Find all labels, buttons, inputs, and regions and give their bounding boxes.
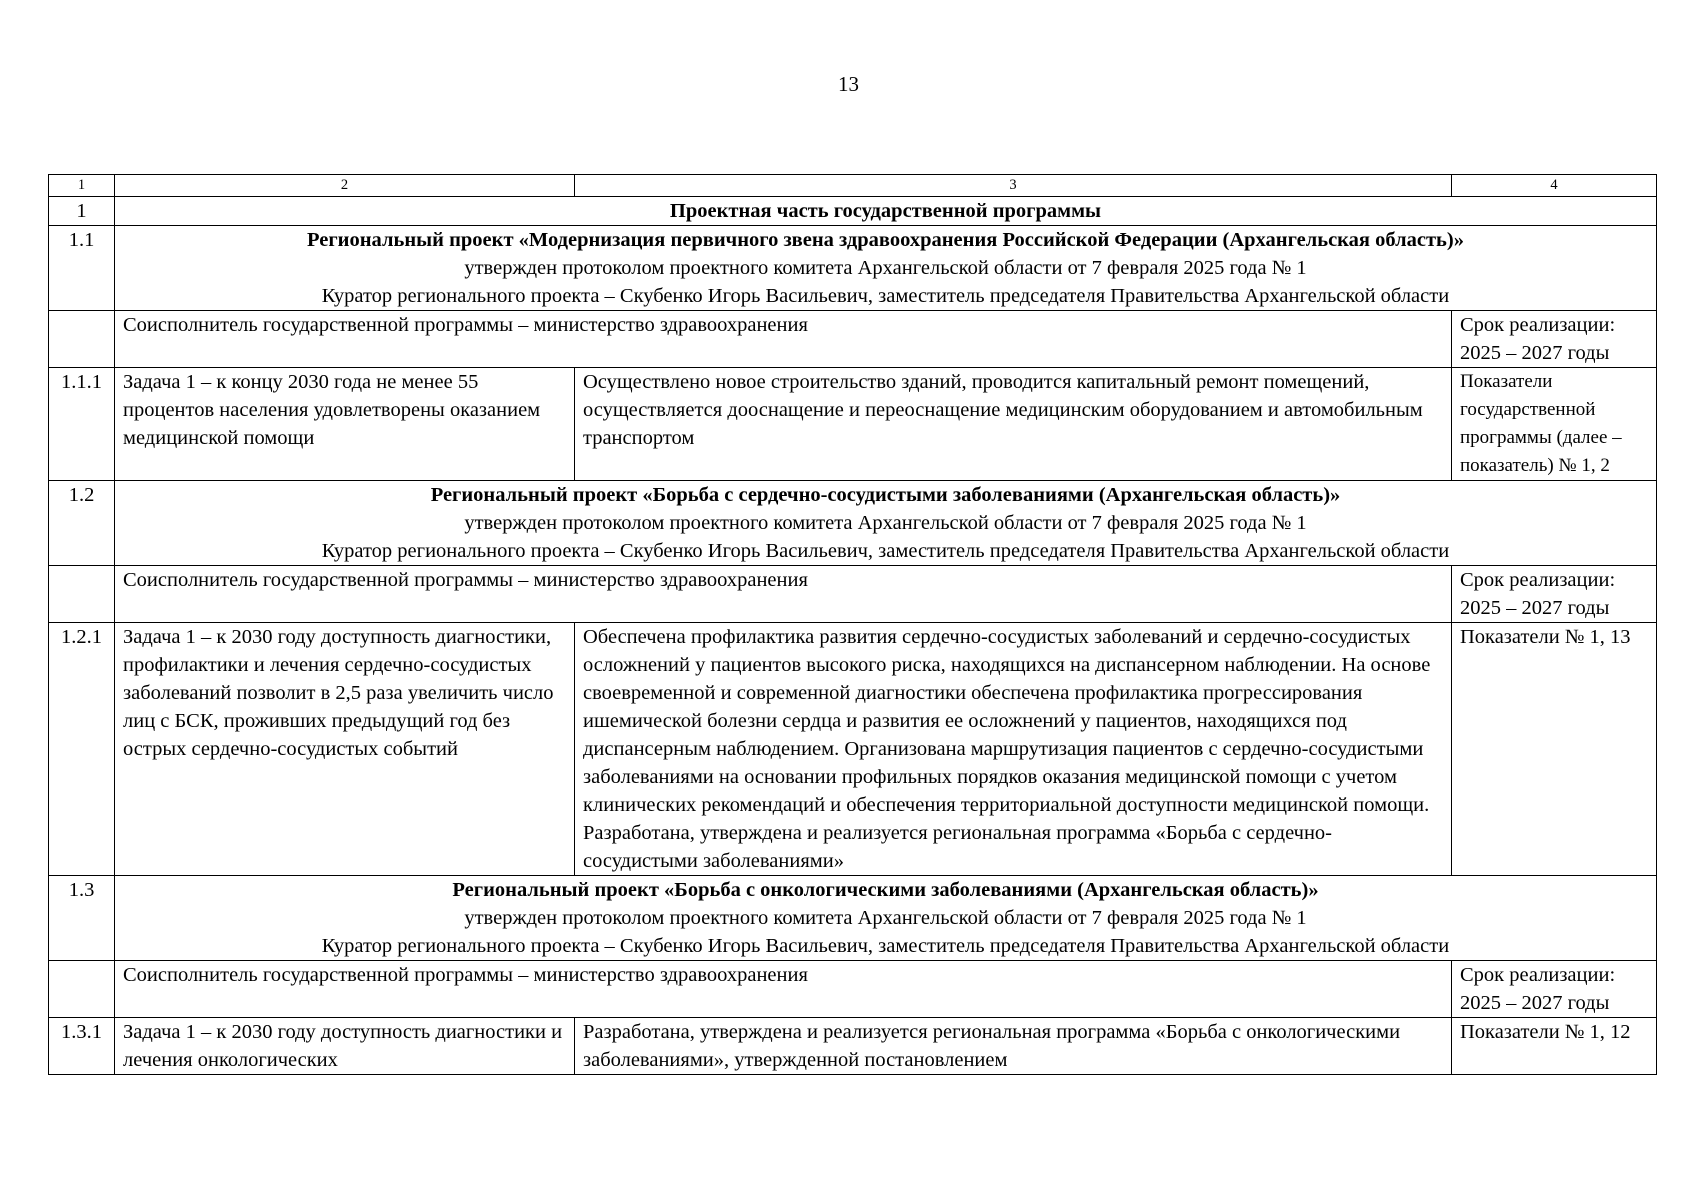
project-curator: Куратор регионального проекта – Скубенко Игорь Васильевич, заместитель председателя Правительства Архангельской области [321,285,1450,307]
project-title: Региональный проект «Модернизация первичного звена здравоохранения Российской Федерации (Архангельская область)» [307,229,1464,251]
task-row [49,1018,1657,1075]
empty-cell [49,961,115,1018]
page-number: 13 [838,72,859,96]
task-number: 1.1.1 [49,368,115,481]
term-label: Срок реализации: [1460,569,1616,591]
program-table [48,174,1657,1075]
project-title: Региональный проект «Борьба с онкологическими заболеваниями (Архангельская область)» [452,879,1319,901]
implementation-term [1452,961,1657,1018]
implementation-term [1452,311,1657,368]
project-curator: Куратор регионального проекта – Скубенко Игорь Васильевич, заместитель председателя Правительства Архангельской области [321,540,1450,562]
coexecutor-text: Соисполнитель государственной программы – министерство здравоохранения [115,566,1452,623]
coexecutor-row [49,311,1657,368]
task-result: Осуществлено новое строительство зданий, проводится капитальный ремонт помещений, осуществляется дооснащение и переоснащение медицинским оборудованием и автомобильным транспортом [575,368,1452,481]
column-number-2: 2 [115,175,575,197]
project-number: 1.3 [49,876,115,961]
coexecutor-row [49,566,1657,623]
project-info [115,481,1657,566]
task-number: 1.2.1 [49,623,115,876]
task-number: 1.3.1 [49,1018,115,1075]
column-number-row [49,175,1657,197]
project-row [49,876,1657,961]
section-title: Проектная часть государственной программы [115,197,1657,226]
project-curator: Куратор регионального проекта – Скубенко Игорь Васильевич, заместитель председателя Правительства Архангельской области [321,935,1450,957]
project-approval: утвержден протоколом проектного комитета Архангельской области от 7 февраля 2025 года № 1 [464,907,1307,929]
coexecutor-text: Соисполнитель государственной программы – министерство здравоохранения [115,961,1452,1018]
coexecutor-text: Соисполнитель государственной программы – министерство здравоохранения [115,311,1452,368]
project-approval: утвержден протоколом проектного комитета Архангельской области от 7 февраля 2025 года № 1 [464,257,1307,279]
project-info [115,226,1657,311]
project-row [49,226,1657,311]
project-number: 1.1 [49,226,115,311]
task-indicators: Показатели № 1, 13 [1452,623,1657,876]
task-row [49,623,1657,876]
task-indicators: Показатели № 1, 12 [1452,1018,1657,1075]
term-years: 2025 – 2027 годы [1460,597,1610,619]
term-label: Срок реализации: [1460,314,1616,336]
task-indicators: Показатели государственной программы (далее – показатель) № 1, 2 [1452,368,1657,481]
implementation-term [1452,566,1657,623]
task-goal: Задача 1 – к концу 2030 года не менее 55 процентов населения удовлетворены оказанием медицинской помощи [115,368,575,481]
project-number: 1.2 [49,481,115,566]
project-approval: утвержден протоколом проектного комитета Архангельской области от 7 февраля 2025 года № 1 [464,512,1307,534]
term-label: Срок реализации: [1460,964,1616,986]
empty-cell [49,311,115,368]
section-number: 1 [49,197,115,226]
project-info [115,876,1657,961]
project-row [49,481,1657,566]
task-row [49,368,1657,481]
task-result: Разработана, утверждена и реализуется региональная программа «Борьба с онкологическими заболеваниями», утвержденной постановлением [575,1018,1452,1075]
task-result: Обеспечена профилактика развития сердечно-сосудистых заболеваний и сердечно-сосудистых осложнений у пациентов высокого риска, находящихся на диспансерном наблюдении. На основе своевременной и современной диагностики обеспечена профилактика прогрессирования ишемической болезни сердца и развития ее осложнений у пациентов, находящихся под диспансерным наблюдением. Организована маршрутизация пациентов с сердечно-сосудистыми заболеваниями на основании профильных порядков оказания медицинской помощи с учетом клинических рекомендаций и обеспечения территориальной доступности медицинской помощи. Разработана, утверждена и реализуется региональная программа «Борьба с сердечно-сосудистыми заболеваниями» [575,623,1452,876]
column-number-4: 4 [1452,175,1657,197]
coexecutor-row [49,961,1657,1018]
term-years: 2025 – 2027 годы [1460,342,1610,364]
task-goal: Задача 1 – к 2030 году доступность диагностики и лечения онкологических [115,1018,575,1075]
column-number-3: 3 [575,175,1452,197]
section-row [49,197,1657,226]
empty-cell [49,566,115,623]
project-title: Региональный проект «Борьба с сердечно-сосудистыми заболеваниями (Архангельская область)» [430,484,1341,506]
column-number-1: 1 [49,175,115,197]
task-goal: Задача 1 – к 2030 году доступность диагностики, профилактики и лечения сердечно-сосудистых заболеваний позволит в 2,5 раза увеличить число лиц с БСК, проживших предыдущий год без острых сердечно-сосудистых событий [115,623,575,876]
term-years: 2025 – 2027 годы [1460,992,1610,1014]
